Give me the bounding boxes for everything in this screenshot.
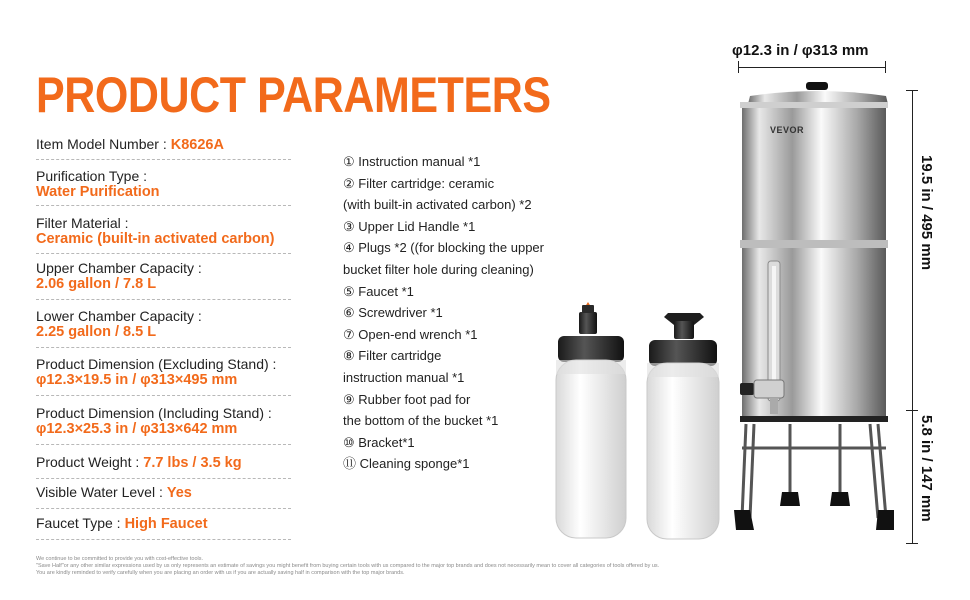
list-item: ⑪ Cleaning sponge*1 — [343, 456, 470, 472]
param-label: Visible Water Level : — [36, 484, 163, 500]
stand-height-dimension-label: 5.8 in / 147 mm — [918, 415, 935, 522]
param-lower-chamber-capacity — [36, 308, 291, 348]
param-faucet-type — [36, 515, 291, 540]
param-value: 7.7 lbs / 3.5 kg — [143, 455, 242, 471]
param-dimension-including-stand — [36, 405, 291, 445]
dimension-tick — [906, 410, 918, 411]
param-value: High Faucet — [124, 516, 208, 532]
dimension-tick — [906, 543, 918, 544]
disclaimer-line: "Save Half"or any other similar expressions used by us only represents an estimate of savings you might benefit from buying certain tools with us compared to the major top brands and does not necessarily mean to cover all categories of tools offered by us. — [36, 563, 660, 569]
list-item: ⑦ Open-end wrench *1 — [343, 326, 478, 342]
list-item: the bottom of the bucket *1 — [343, 413, 499, 429]
brand-logo: VEVOR — [770, 125, 805, 135]
param-label: Product Dimension (Including Stand) : — [36, 405, 272, 421]
dimension-tick — [885, 61, 886, 73]
param-value: Water Purification — [36, 184, 160, 200]
list-item: ⑤ Faucet *1 — [343, 283, 414, 299]
param-label: Upper Chamber Capacity : — [36, 260, 202, 276]
filter-cartridge-image — [644, 305, 724, 545]
diameter-dimension-label: φ12.3 in / φ313 mm — [732, 42, 869, 59]
param-label: Filter Material : — [36, 215, 129, 231]
param-value: φ12.3×25.3 in / φ313×642 mm — [36, 421, 238, 437]
filter-cartridge-image — [552, 300, 632, 545]
param-label: Faucet Type : — [36, 515, 121, 531]
list-item: ⑩ Bracket*1 — [343, 434, 415, 450]
param-label: Product Dimension (Excluding Stand) : — [36, 356, 277, 372]
param-label: Lower Chamber Capacity : — [36, 308, 202, 324]
param-value: K8626A — [170, 137, 224, 153]
dimension-tick — [906, 90, 918, 91]
water-purifier-image — [728, 78, 898, 540]
disclaimer-line: We continue to be committed to provide you with cost-effective tools. — [36, 556, 204, 562]
param-label: Purification Type : — [36, 168, 148, 184]
list-item: ⑨ Rubber foot pad for — [343, 391, 471, 407]
height-dimension-line — [912, 90, 913, 544]
param-model-number — [36, 136, 291, 160]
list-item: ① Instruction manual *1 — [343, 154, 481, 169]
disclaimer-text — [36, 556, 866, 577]
disclaimer-line: You are kindly reminded to verify carefully when you are placing an order with us if you are actually saving half in comparison with the top major brands. — [36, 570, 405, 576]
param-value: Yes — [166, 485, 192, 501]
param-value: 2.06 gallon / 7.8 L — [36, 276, 157, 292]
list-item: ② Filter cartridge: ceramic — [343, 175, 495, 191]
list-item: (with built-in activated carbon) *2 — [343, 197, 532, 213]
list-item: instruction manual *1 — [343, 369, 465, 385]
param-upper-chamber-capacity — [36, 260, 291, 300]
param-purification-type — [36, 168, 291, 206]
param-visible-water-level — [36, 484, 291, 509]
list-item: bucket filter hole during cleaning) — [343, 261, 534, 277]
dimension-tick — [738, 61, 739, 73]
list-item: ③ Upper Lid Handle *1 — [343, 218, 476, 234]
param-label: Product Weight : — [36, 454, 140, 470]
param-filter-material — [36, 215, 291, 254]
diameter-dimension-line — [738, 67, 886, 68]
param-dimension-excluding-stand — [36, 356, 291, 396]
param-value: φ12.3×19.5 in / φ313×495 mm — [36, 372, 238, 388]
list-item: ⑧ Filter cartridge — [343, 348, 442, 364]
list-item: ④ Plugs *2 ((for blocking the upper — [343, 240, 544, 256]
param-value: Ceramic (built-in activated carbon) — [36, 231, 275, 247]
package-contents-list — [343, 151, 544, 475]
body-height-dimension-label: 19.5 in / 495 mm — [918, 155, 935, 271]
param-label: Item Model Number : — [36, 136, 167, 152]
list-item: ⑥ Screwdriver *1 — [343, 305, 443, 321]
param-value: 2.25 gallon / 8.5 L — [36, 324, 157, 340]
page-title: PRODUCT PARAMETERS — [36, 67, 551, 123]
param-product-weight — [36, 454, 291, 479]
